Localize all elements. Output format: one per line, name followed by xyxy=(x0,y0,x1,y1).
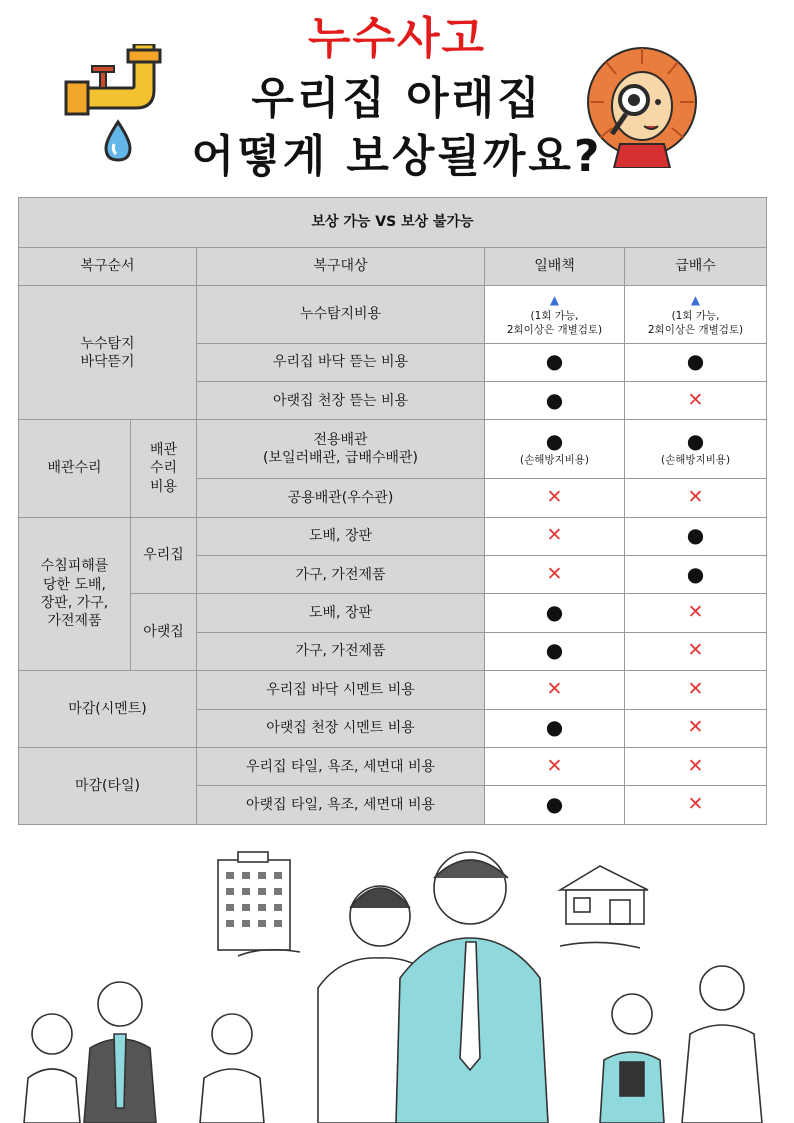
group-pipe-repair: 배관수리 xyxy=(19,420,131,517)
row-leak-detection-cost: 누수탐지비용 xyxy=(197,285,485,343)
row-private-pipe: 전용배관 (보일러배관, 급배수배관) xyxy=(197,420,485,479)
leaking-pipe-icon xyxy=(62,44,162,166)
header-liability: 일배책 xyxy=(485,247,625,285)
dot-icon: ● xyxy=(545,599,564,624)
cell-leak-detection-liability xyxy=(485,285,625,343)
cell-leak-detection-water xyxy=(625,285,767,343)
note-leak-detection-water: (1회 가능, 2회이상은 개별검토) xyxy=(647,310,744,337)
dot-icon: ● xyxy=(545,387,564,412)
dot-icon: ● xyxy=(686,429,705,454)
title-line3: 어떻게 보상될까요? xyxy=(191,131,603,182)
cross-icon: ✕ xyxy=(687,716,704,739)
dot-icon: ● xyxy=(545,349,564,374)
triangle-icon: ▲ xyxy=(690,293,701,308)
triangle-icon: ▲ xyxy=(549,293,560,308)
header-restore-order: 복구순서 xyxy=(19,247,197,285)
title-accident: 누수사고 xyxy=(307,13,486,64)
row-our-floor-removal: 우리집 바닥 뜯는 비용 xyxy=(197,343,485,381)
note-leak-detection-liability: (1회 가능, 2회이상은 개별검토) xyxy=(506,310,603,337)
cross-icon: ✕ xyxy=(546,754,563,777)
cross-icon: ✕ xyxy=(546,524,563,547)
dot-icon: ● xyxy=(686,349,705,374)
row-public-pipe: 공용배관(우수관) xyxy=(197,479,485,517)
header-water-supply: 급배수 xyxy=(625,247,767,285)
row-our-cement: 우리집 바닥 시멘트 비용 xyxy=(197,671,485,709)
group-below-house: 아랫집 xyxy=(131,594,197,671)
house-icon xyxy=(560,866,648,924)
note-damage-prevention: (손해방지비용) xyxy=(660,454,731,467)
dot-icon: ● xyxy=(686,523,705,548)
dot-icon: ● xyxy=(686,561,705,586)
row-our-wallpaper-floor: 도배, 장판 xyxy=(197,517,485,555)
row-below-tile: 아랫집 타일, 욕조, 세면대 비용 xyxy=(197,786,485,825)
row-below-cement: 아랫집 천장 시멘트 비용 xyxy=(197,709,485,747)
group-finish-cement: 마감(시멘트) xyxy=(19,671,197,748)
row-below-wallpaper-floor: 도배, 장판 xyxy=(197,594,485,632)
apartment-icon xyxy=(218,852,290,950)
group-leak-detection: 누수탐지 바닥뜯기 xyxy=(19,285,197,419)
cross-icon: ✕ xyxy=(687,388,704,411)
compensation-table xyxy=(18,197,767,825)
group-pipe-repair-cost: 배관 수리 비용 xyxy=(131,420,197,517)
dot-icon: ● xyxy=(545,792,564,817)
cross-icon: ✕ xyxy=(687,677,704,700)
cross-icon: ✕ xyxy=(546,485,563,508)
title-line2: 우리집 아래집 xyxy=(251,73,543,124)
row-our-furniture: 가구, 가전제품 xyxy=(197,555,485,593)
cross-icon: ✕ xyxy=(546,677,563,700)
header-restore-target: 복구대상 xyxy=(197,247,485,285)
row-below-ceiling-removal: 아랫집 천장 뜯는 비용 xyxy=(197,382,485,420)
group-flood-damage: 수침피해를 당한 도배, 장판, 가구, 가전제품 xyxy=(19,517,131,671)
dot-icon: ● xyxy=(545,429,564,454)
cross-icon: ✕ xyxy=(687,793,704,816)
dot-icon: ● xyxy=(545,638,564,663)
people-illustration xyxy=(0,838,794,1123)
cross-icon: ✕ xyxy=(687,754,704,777)
group-our-house: 우리집 xyxy=(131,517,197,594)
row-below-furniture: 가구, 가전제품 xyxy=(197,632,485,670)
group-finish-tile: 마감(타일) xyxy=(19,748,197,825)
note-damage-prevention: (손해방지비용) xyxy=(519,454,590,467)
row-our-tile: 우리집 타일, 욕조, 세면대 비용 xyxy=(197,748,485,786)
cross-icon: ✕ xyxy=(546,562,563,585)
dot-icon: ● xyxy=(545,715,564,740)
cross-icon: ✕ xyxy=(687,639,704,662)
table-title: 보상 가능 VS 보상 불가능 xyxy=(19,198,767,248)
detective-mascot-icon xyxy=(586,44,698,168)
cross-icon: ✕ xyxy=(687,600,704,623)
cross-icon: ✕ xyxy=(687,485,704,508)
